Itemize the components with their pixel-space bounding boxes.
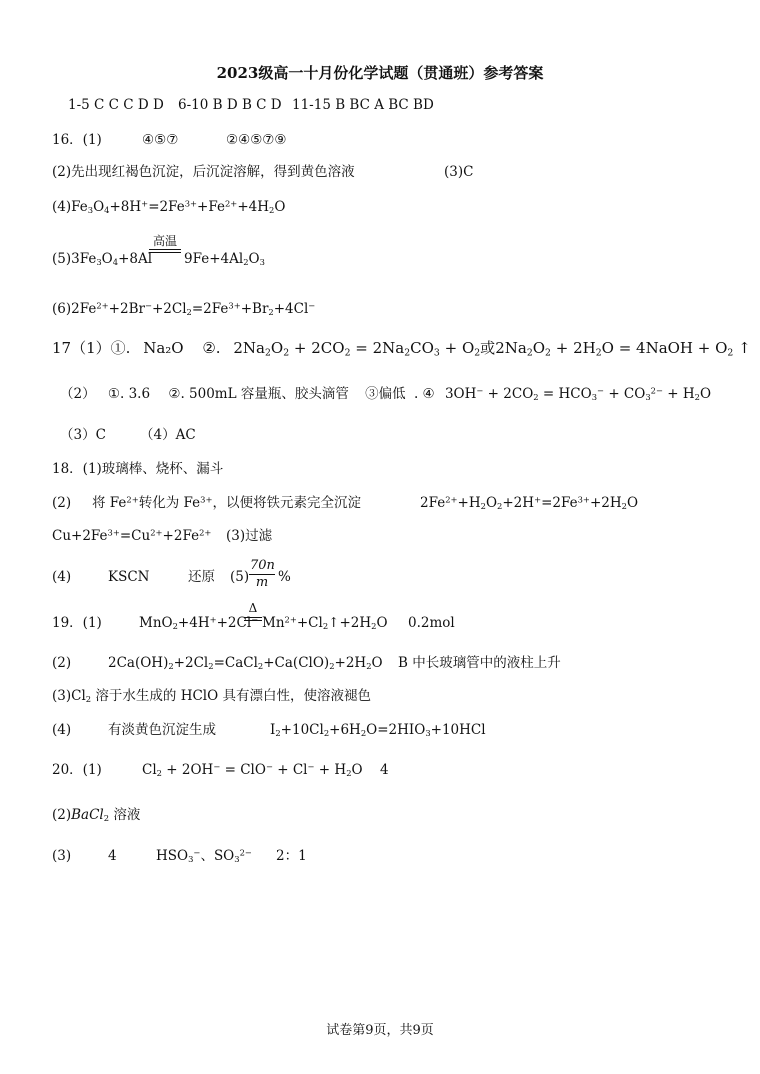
equation-bar-top bbox=[244, 617, 262, 618]
delta-icon: Δ bbox=[248, 601, 258, 615]
q20-part3-value: 4 bbox=[108, 848, 117, 864]
q18-part1: 18．(1)玻璃棒、烧杯、漏斗 bbox=[52, 461, 224, 477]
q18-part2-text-post: ，以便将铁元素完全沉淀 bbox=[212, 495, 361, 511]
q19-part4-label: (4) bbox=[52, 722, 72, 738]
q18-reagent: KSCN bbox=[108, 569, 150, 585]
q17-part2-d: . ④ bbox=[413, 386, 435, 402]
q17-na2o: Na₂O bbox=[143, 339, 184, 357]
q17-part2-b: ②. 500mL 容量瓶、胶头滴管 bbox=[168, 386, 349, 402]
q19-part2-equation: $2Ca(OH)_2+2Cl_2=CaCl_2+Ca(ClO)_2+2H_2O$ bbox=[108, 655, 383, 672]
page-footer: 试卷第9页，共9页 bbox=[326, 1023, 434, 1038]
q16-part2: (2)先出现红褐色沉淀，后沉淀溶解，得到黄色溶液 bbox=[52, 164, 355, 180]
q20-part3-ions: $HSO_3^-$、$SO_3^{2-}$ bbox=[156, 847, 252, 865]
choice-answers-11-15: 11-15 B BC A BC BD bbox=[292, 97, 434, 113]
q19-part4-observation: 有淡黄色沉淀生成 bbox=[108, 722, 216, 738]
q20-part2: (2)BaCl$_2$ 溶液 bbox=[52, 807, 141, 824]
fraction-numerator: 70n bbox=[250, 558, 275, 573]
q16-number: 16．(1) bbox=[52, 132, 102, 148]
q20-equation: $Cl_2 + 2OH^- = ClO^- + Cl^- + H_2O$ bbox=[142, 761, 363, 779]
q16-part6: $(6)2Fe^{2+}+2Br^-+2Cl_2=2Fe^{3+}+Br_2+4Cl^-$ bbox=[52, 300, 316, 318]
q16-part6-label: (6) bbox=[52, 301, 72, 317]
q17-part3: （3）C bbox=[60, 427, 106, 443]
q18-percent: % bbox=[278, 569, 291, 585]
q19-part3-post: 溶于水生成的 HClO 具有漂白性，使溶液褪色 bbox=[91, 688, 371, 704]
q17-part1: 17（1）①. Na₂O ②. $2Na_2O_2 + 2CO_2 = 2Na_2CO_3 + O_2$或$2Na_2O_2 + 2H_2O$ = 4NaOH + $O_2$ ↑ bbox=[52, 339, 751, 359]
q17-part2: （2） ①. 3.6 ②. 500mL 容量瓶、胶头滴管 ③偏低 . ④ $3OH^- + 2CO_2 = HCO_3^- + CO_3^{2-} + H_2O$ bbox=[60, 385, 712, 403]
q16-part5-left: $(5)3Fe_3O_4+8Al$ bbox=[52, 251, 153, 268]
q17-part2-c: ③偏低 bbox=[365, 386, 406, 402]
q19-part2-label: (2) bbox=[52, 655, 72, 671]
choice-answers-1-5: 1-5 C C C D D bbox=[68, 97, 164, 113]
q18-part4-label: (4) bbox=[52, 569, 72, 585]
q16-part3: (3)C bbox=[444, 164, 474, 180]
q16-part4: $(4)Fe_3O_4+8H^+=2Fe^{3+}+Fe^{2+}+4H_2O$ bbox=[52, 198, 286, 216]
page-title: 2023级高一十月份化学试题（贯通班）参考答案 bbox=[216, 64, 544, 82]
q19-part2-observation: B 中长玻璃管中的液柱上升 bbox=[398, 655, 561, 671]
q19-equation-left: MnO$_2$+4H++2Cl− bbox=[139, 614, 259, 632]
q17-number: 17（1）①. bbox=[52, 339, 131, 357]
q18-part2-equation: $2Fe^{2+}+H_2O_2+2H^+=2Fe^{3+}+2H_2O$ bbox=[420, 494, 639, 512]
q16-part5-label: (5) bbox=[52, 251, 72, 267]
q18-part2-label: (2) bbox=[52, 495, 72, 511]
choice-answers-6-10: 6-10 B D B C D bbox=[178, 97, 282, 113]
equation-bar-bottom bbox=[149, 252, 181, 253]
q17-part2-a: ①. 3.6 bbox=[107, 386, 151, 402]
q19-equation-right: $Mn^{2+}+Cl_2↑+2H_2O$ bbox=[262, 614, 388, 632]
q19-mol: 0.2mol bbox=[408, 615, 455, 631]
q17-or: 或 bbox=[480, 339, 496, 357]
q18-part2-text-mid: 转化为 Fe bbox=[138, 495, 201, 511]
q18-fraction bbox=[249, 558, 275, 591]
q16-answer-2: ②④⑤⑦⑨ bbox=[226, 132, 287, 148]
q20-part2-suffix: 溶液 bbox=[113, 807, 141, 823]
q17-part2-label: （2） bbox=[60, 386, 96, 402]
q19-part3-pre: (3)Cl bbox=[52, 688, 86, 704]
q16-answer-1: ④⑤⑦ bbox=[142, 132, 179, 148]
q19-number: 19．(1) bbox=[52, 615, 102, 631]
q16-part5-condition: 高温 bbox=[152, 234, 177, 248]
q20-part1-value: 4 bbox=[380, 762, 389, 778]
q18-part2-text: 将 $Fe^{2+}$转化为 $Fe^{3+}$，以便将铁元素完全沉淀 bbox=[92, 494, 361, 511]
fraction-denominator: m bbox=[255, 575, 269, 590]
q16-part4-label: (4) bbox=[52, 199, 72, 215]
equation-bar-bottom bbox=[244, 620, 262, 621]
q16-part5-right: $9Fe+4Al_2O_3$ bbox=[184, 251, 265, 268]
q17-part4: （4）AC bbox=[140, 427, 196, 443]
q18-copper-equation: $Cu+2Fe^{3+}=Cu^{2+}+2Fe^{2+}$ bbox=[52, 527, 212, 544]
q19-part3: $(3)Cl_2$ 溶于水生成的 HClO 具有漂白性，使溶液褪色 bbox=[52, 688, 371, 705]
q20-number: 20．(1) bbox=[52, 762, 102, 778]
q20-part2-label: (2) bbox=[52, 807, 72, 823]
q18-part2-text-pre: 将 Fe bbox=[92, 495, 127, 511]
q18-part5-label: (5) bbox=[230, 569, 250, 585]
q20-part3-label: (3) bbox=[52, 848, 72, 864]
q20-part3-separator: 、 bbox=[200, 848, 214, 864]
q18-part3: (3)过滤 bbox=[226, 528, 273, 544]
q20-part3-ratio: 2：1 bbox=[276, 848, 307, 864]
q17-mark-2: ②. bbox=[202, 339, 221, 357]
q18-reduction: 还原 bbox=[188, 569, 215, 585]
q19-part4-equation: $I_2+10Cl_2+6H_2O=2HIO_3+10HCl$ bbox=[270, 722, 486, 739]
equation-bar-top bbox=[149, 249, 181, 250]
